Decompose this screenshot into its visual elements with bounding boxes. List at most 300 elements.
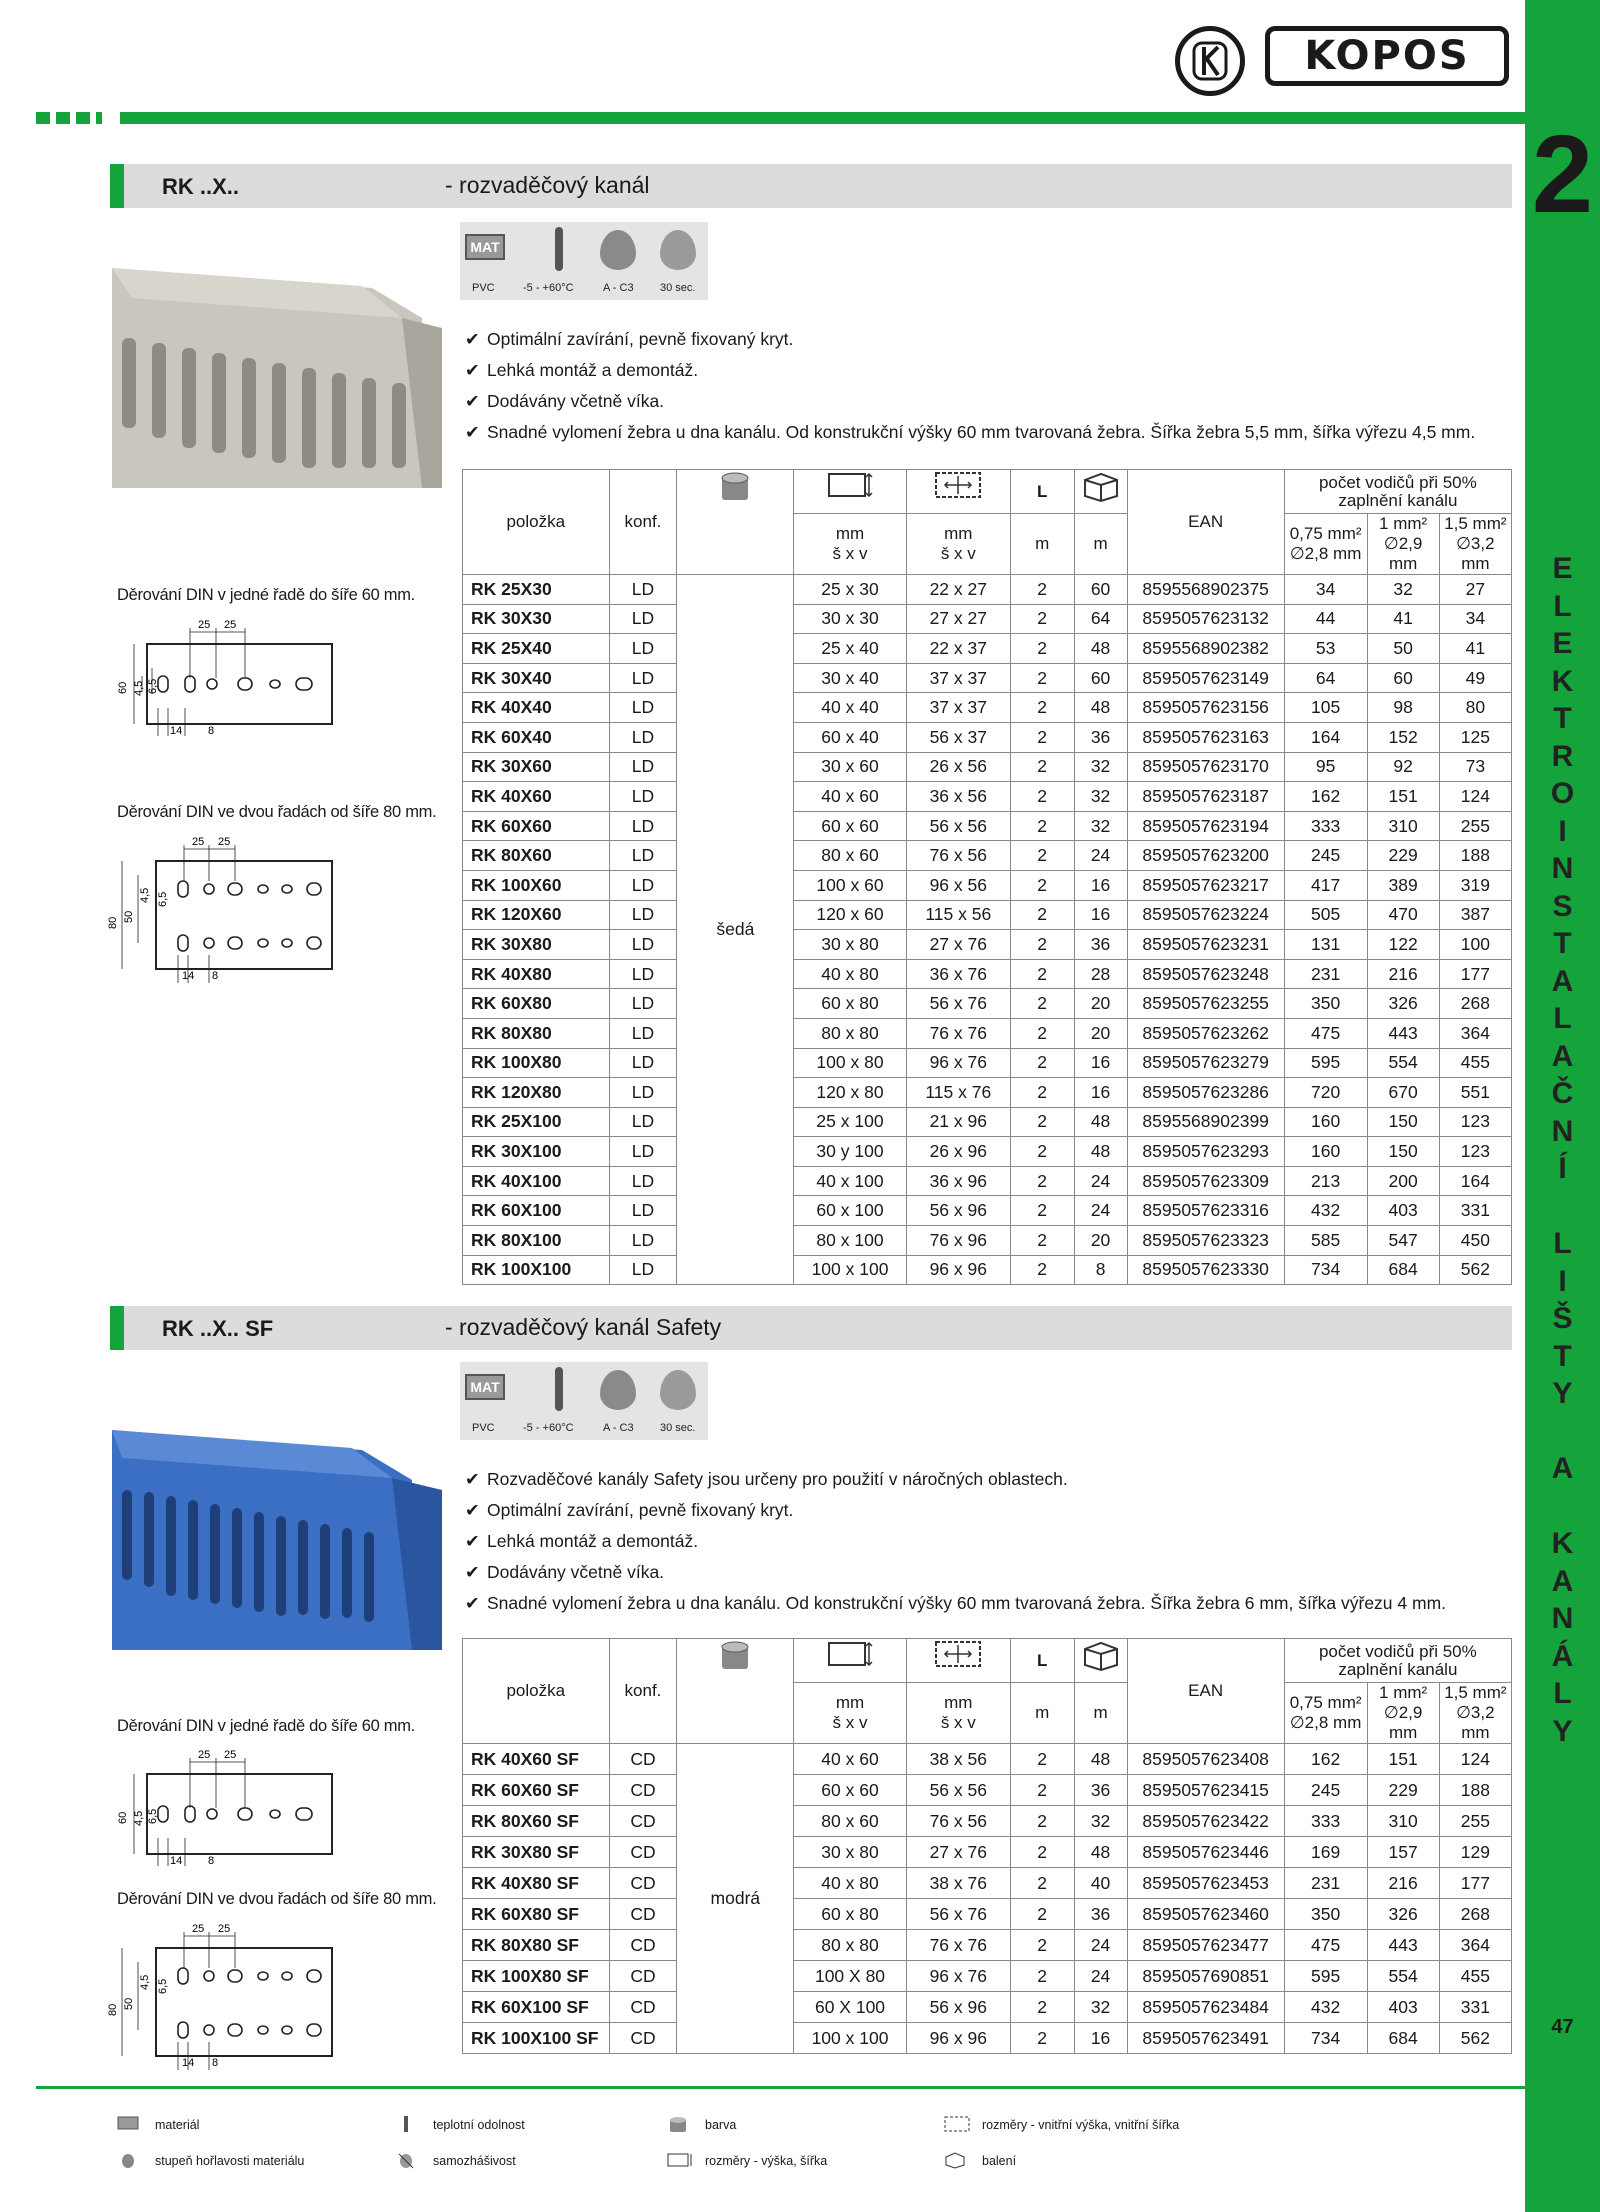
picto-label: PVC xyxy=(472,282,495,294)
table-cell: 8595057623408 xyxy=(1127,1744,1284,1775)
table-cell: 213 xyxy=(1284,1166,1367,1196)
table-cell: 40 x 60 xyxy=(794,1744,907,1775)
col-header-ean: EAN xyxy=(1127,1639,1284,1744)
self-extinguish-icon xyxy=(660,1370,696,1410)
table-cell: 32 xyxy=(1074,1806,1127,1837)
colour-icon xyxy=(677,1639,794,1744)
table-row xyxy=(463,1107,1512,1137)
table-cell: 64 xyxy=(1074,604,1127,634)
product-code: RK 100X100 xyxy=(463,1255,610,1285)
table-row xyxy=(463,811,1512,841)
table-cell: 41 xyxy=(1439,634,1511,664)
table-cell: 131 xyxy=(1284,930,1367,960)
product-code: RK 30X80 xyxy=(463,930,610,960)
table-cell: 2 xyxy=(1010,722,1074,752)
table-cell: 350 xyxy=(1284,1899,1367,1930)
product-code: RK 40X60 SF xyxy=(463,1744,610,1775)
table-cell: 2 xyxy=(1010,634,1074,664)
dimension-label: 25 xyxy=(224,1749,237,1761)
thermometer-icon xyxy=(395,2116,417,2132)
table-cell: 2 xyxy=(1010,2023,1074,2054)
table-cell: 30 x 30 xyxy=(794,604,907,634)
picto-label: A - C3 xyxy=(603,282,634,294)
table-cell: 115 x 76 xyxy=(906,1078,1010,1108)
product-code: RK 30X60 xyxy=(463,752,610,782)
table-cell: 268 xyxy=(1439,989,1511,1019)
grey-channel-image xyxy=(112,268,444,488)
picto-label: -5 - +60°C xyxy=(523,282,574,294)
table-row xyxy=(463,1137,1512,1167)
product-code: RK 120X60 xyxy=(463,900,610,930)
table-cell: 30 x 80 xyxy=(794,930,907,960)
vertical-letter: R xyxy=(1551,739,1574,773)
vertical-letter: Š xyxy=(1552,1302,1573,1335)
table-cell: 98 xyxy=(1367,693,1439,723)
section-description: - rozvaděčový kanál Safety xyxy=(445,1314,722,1340)
table-cell: 8595057690851 xyxy=(1127,1961,1284,1992)
table-cell: 2 xyxy=(1010,1048,1074,1078)
table-cell: 38 x 76 xyxy=(906,1868,1010,1899)
conf-cell: LD xyxy=(609,1078,677,1108)
table-cell: 2 xyxy=(1010,841,1074,871)
mat-icon: MAT xyxy=(465,234,505,260)
picto-label: -5 - +60°C xyxy=(523,1422,574,1434)
table-cell: 96 x 76 xyxy=(906,1048,1010,1078)
table-cell: 162 xyxy=(1284,1744,1367,1775)
dimension-label: 25 xyxy=(224,619,237,631)
dimension-label: 4,5 xyxy=(139,1974,151,1990)
header-green-line xyxy=(120,112,1525,124)
dimension-label: 50 xyxy=(123,1997,135,2010)
table-row xyxy=(463,1899,1512,1930)
table-cell: 8595057623460 xyxy=(1127,1899,1284,1930)
table-cell: 48 xyxy=(1074,1837,1127,1868)
vertical-letter: Á xyxy=(1551,1639,1574,1673)
dimension-label: 14 xyxy=(182,970,195,982)
conf-cell: LD xyxy=(609,575,677,605)
table-cell: 8595057623309 xyxy=(1127,1166,1284,1196)
table-cell: 32 xyxy=(1074,752,1127,782)
table-cell: 16 xyxy=(1074,1078,1127,1108)
table-cell: 80 x 60 xyxy=(794,1806,907,1837)
table-cell: 16 xyxy=(1074,900,1127,930)
vertical-letter: L xyxy=(1553,1002,1572,1035)
vertical-letter xyxy=(1525,1413,1600,1451)
table-cell: 30 x 80 xyxy=(794,1837,907,1868)
product-code: RK 60X100 SF xyxy=(463,1992,610,2023)
product-code: RK 120X80 xyxy=(463,1078,610,1108)
unit-cell: m xyxy=(1074,514,1127,575)
table-cell: 27 x 76 xyxy=(906,1837,1010,1868)
legend-text: balení xyxy=(982,2154,1017,2168)
table-cell: 36 x 76 xyxy=(906,959,1010,989)
table-row xyxy=(463,1166,1512,1196)
table-cell: 123 xyxy=(1439,1137,1511,1167)
table-cell: 53 xyxy=(1284,634,1367,664)
dimension-label: 25 xyxy=(218,836,231,848)
product-code: RK 60X40 xyxy=(463,722,610,752)
table-cell: 8595057623491 xyxy=(1127,2023,1284,2054)
table-cell: 8595057623316 xyxy=(1127,1196,1284,1226)
table-cell: 20 xyxy=(1074,1226,1127,1256)
table-cell: 231 xyxy=(1284,1868,1367,1899)
col-header-item: položka xyxy=(463,1639,610,1744)
table-cell: 720 xyxy=(1284,1078,1367,1108)
table-row xyxy=(463,841,1512,871)
unit-cell: mm š x v xyxy=(794,514,907,575)
col-header-wire-count: počet vodičů při 50% zaplnění kanálu xyxy=(1284,1639,1511,1683)
table-cell: 152 xyxy=(1367,722,1439,752)
table-cell: 80 x 80 xyxy=(794,1018,907,1048)
vertical-letter xyxy=(1525,1488,1600,1526)
table-cell: 36 x 96 xyxy=(906,1166,1010,1196)
table-cell: 734 xyxy=(1284,1255,1367,1285)
table-cell: 169 xyxy=(1284,1837,1367,1868)
conf-cell: CD xyxy=(609,1992,677,2023)
conf-cell: LD xyxy=(609,841,677,871)
table-cell: 30 y 100 xyxy=(794,1137,907,1167)
dimension-label: 50 xyxy=(123,910,135,923)
table-row xyxy=(463,1775,1512,1806)
table-cell: 96 x 96 xyxy=(906,2023,1010,2054)
table-cell: 2 xyxy=(1010,782,1074,812)
table-cell: 124 xyxy=(1439,782,1511,812)
table-cell: 16 xyxy=(1074,2023,1127,2054)
product-code: RK 25X100 xyxy=(463,1107,610,1137)
table-cell: 115 x 56 xyxy=(906,900,1010,930)
colour-cell: šedá xyxy=(677,575,794,1285)
table-row xyxy=(463,1806,1512,1837)
table-row xyxy=(463,1961,1512,1992)
table-cell: 734 xyxy=(1284,2023,1367,2054)
legend-text: rozměry - výška, šířka xyxy=(705,2154,828,2168)
table-row xyxy=(463,930,1512,960)
table-cell: 403 xyxy=(1367,1992,1439,2023)
vertical-letter: I xyxy=(1558,814,1567,848)
table-row xyxy=(463,1930,1512,1961)
table-cell: 2 xyxy=(1010,1107,1074,1137)
table-cell: 60 x 40 xyxy=(794,722,907,752)
package-icon xyxy=(1074,1639,1127,1683)
table-cell: 40 xyxy=(1074,1868,1127,1899)
vertical-letter: K xyxy=(1551,664,1574,698)
table-cell: 8595057623194 xyxy=(1127,811,1284,841)
table-cell: 8595057623231 xyxy=(1127,930,1284,960)
table-cell: 60 xyxy=(1074,575,1127,605)
table-cell: 387 xyxy=(1439,900,1511,930)
legend-text: teplotní odolnost xyxy=(433,2118,525,2132)
table-cell: 585 xyxy=(1284,1226,1367,1256)
table-cell: 76 x 56 xyxy=(906,841,1010,871)
product-code: RK 100X80 xyxy=(463,1048,610,1078)
conf-cell: LD xyxy=(609,693,677,723)
table-cell: 150 xyxy=(1367,1137,1439,1167)
dimension-label: 8 xyxy=(208,1855,215,1867)
table-cell: 20 xyxy=(1074,1018,1127,1048)
table-cell: 25 x 40 xyxy=(794,634,907,664)
table-cell: 34 xyxy=(1284,575,1367,605)
self-extinguish-icon xyxy=(395,2152,417,2168)
list-item: ✔ Dodávány včetně víka. xyxy=(465,391,665,411)
table-cell: 8595057623330 xyxy=(1127,1255,1284,1285)
table-row xyxy=(463,1078,1512,1108)
table-cell: 80 x 60 xyxy=(794,841,907,871)
table-cell: 2 xyxy=(1010,1078,1074,1108)
table-cell: 48 xyxy=(1074,693,1127,723)
dimension-label: 4,5 xyxy=(139,887,151,903)
conf-cell: LD xyxy=(609,752,677,782)
product-code: RK 100X60 xyxy=(463,870,610,900)
table-cell: 684 xyxy=(1367,2023,1439,2054)
dimension-label: 14 xyxy=(182,2057,195,2069)
table-cell: 2 xyxy=(1010,811,1074,841)
conf-cell: CD xyxy=(609,1930,677,1961)
table-cell: 26 x 96 xyxy=(906,1137,1010,1167)
table-cell: 2 xyxy=(1010,663,1074,693)
table-cell: 80 x 80 xyxy=(794,1930,907,1961)
table-cell: 670 xyxy=(1367,1078,1439,1108)
table-cell: 100 X 80 xyxy=(794,1961,907,1992)
table-cell: 32 xyxy=(1074,1992,1127,2023)
conf-cell: LD xyxy=(609,870,677,900)
footer-green-line xyxy=(36,2086,1525,2089)
table-row xyxy=(463,1048,1512,1078)
unit-cell: mm š x v xyxy=(794,1683,907,1744)
conf-cell: LD xyxy=(609,634,677,664)
conf-cell: LD xyxy=(609,1255,677,1285)
vertical-letter: Y xyxy=(1552,1714,1573,1748)
table-cell: 76 x 76 xyxy=(906,1018,1010,1048)
conf-cell: LD xyxy=(609,930,677,960)
conf-cell: LD xyxy=(609,1166,677,1196)
product-code: RK 30X80 SF xyxy=(463,1837,610,1868)
picto-label: PVC xyxy=(472,1422,495,1434)
dimension-label: 6,5 xyxy=(157,891,169,907)
table-cell: 319 xyxy=(1439,870,1511,900)
table-cell: 2 xyxy=(1010,1806,1074,1837)
conf-cell: CD xyxy=(609,1961,677,1992)
table-cell: 40 x 60 xyxy=(794,782,907,812)
table-cell: 164 xyxy=(1439,1166,1511,1196)
vertical-letter: T xyxy=(1553,702,1572,735)
vertical-letter: A xyxy=(1551,1039,1574,1073)
table-cell: 100 x 80 xyxy=(794,1048,907,1078)
conf-cell: LD xyxy=(609,1196,677,1226)
table-cell: 40 x 40 xyxy=(794,693,907,723)
product-code: RK 60X80 SF xyxy=(463,1899,610,1930)
vertical-letter: T xyxy=(1553,927,1572,960)
table-cell: 96 x 96 xyxy=(906,1255,1010,1285)
table-cell: 151 xyxy=(1367,1744,1439,1775)
table-cell: 2 xyxy=(1010,900,1074,930)
table-row xyxy=(463,1992,1512,2023)
table-cell: 310 xyxy=(1367,811,1439,841)
table-cell: 56 x 56 xyxy=(906,811,1010,841)
conf-cell: LD xyxy=(609,811,677,841)
product-code: RK 40X80 xyxy=(463,959,610,989)
dimension-label: 4,5 xyxy=(133,1810,145,1826)
conf-cell: CD xyxy=(609,1744,677,1775)
product-code: RK 40X100 xyxy=(463,1166,610,1196)
col-header-length: L xyxy=(1010,1639,1074,1683)
table-cell: 350 xyxy=(1284,989,1367,1019)
table-cell: 684 xyxy=(1367,1255,1439,1285)
table-cell: 333 xyxy=(1284,1806,1367,1837)
product-code: RK 80X100 xyxy=(463,1226,610,1256)
table-cell: 2 xyxy=(1010,1837,1074,1868)
vertical-letter: E xyxy=(1552,552,1573,585)
table-cell: 231 xyxy=(1284,959,1367,989)
table-cell: 8595057623255 xyxy=(1127,989,1284,1019)
table-cell: 177 xyxy=(1439,959,1511,989)
conf-cell: CD xyxy=(609,1899,677,1930)
dimension-label: 8 xyxy=(212,970,219,982)
conf-cell: CD xyxy=(609,1806,677,1837)
unit-cell: 1 mm² ∅2,9 mm xyxy=(1367,1683,1439,1744)
table-cell: 505 xyxy=(1284,900,1367,930)
table-cell: 16 xyxy=(1074,1048,1127,1078)
vertical-letter: I xyxy=(1558,1264,1567,1298)
table-cell: 2 xyxy=(1010,604,1074,634)
vertical-letter: N xyxy=(1551,852,1574,885)
table-cell: 32 xyxy=(1074,782,1127,812)
table-cell: 25 x 100 xyxy=(794,1107,907,1137)
table-cell: 455 xyxy=(1439,1048,1511,1078)
table-cell: 125 xyxy=(1439,722,1511,752)
table-row xyxy=(463,1868,1512,1899)
section-code: RK ..X.. xyxy=(162,174,240,199)
product-code: RK 60X100 xyxy=(463,1196,610,1226)
feature-list xyxy=(465,1464,1446,1619)
din-single-row-drawing xyxy=(112,1748,342,1878)
table-cell: 200 xyxy=(1367,1166,1439,1196)
table-row xyxy=(463,693,1512,723)
din-double-row-drawing xyxy=(107,835,342,995)
table-cell: 44 xyxy=(1284,604,1367,634)
vertical-letter: L xyxy=(1553,589,1572,623)
table-cell: 100 x 100 xyxy=(794,1255,907,1285)
vertical-letter: A xyxy=(1551,1452,1574,1485)
table-cell: 8595057623446 xyxy=(1127,1837,1284,1868)
dimension-label: 25 xyxy=(218,1923,231,1935)
table-cell: 26 x 56 xyxy=(906,752,1010,782)
table-cell: 30 x 40 xyxy=(794,663,907,693)
table-cell: 56 x 37 xyxy=(906,722,1010,752)
table-row xyxy=(463,959,1512,989)
table-cell: 554 xyxy=(1367,1048,1439,1078)
table-cell: 122 xyxy=(1367,930,1439,960)
table-cell: 34 xyxy=(1439,604,1511,634)
conf-cell: LD xyxy=(609,1137,677,1167)
table-cell: 60 x 60 xyxy=(794,811,907,841)
header-square xyxy=(36,112,50,124)
table-cell: 255 xyxy=(1439,811,1511,841)
table-cell: 124 xyxy=(1439,1744,1511,1775)
table-cell: 432 xyxy=(1284,1992,1367,2023)
table-cell: 432 xyxy=(1284,1196,1367,1226)
list-item: ✔ Snadné vylomení žebra u dna kanálu. Od konstrukční výšky 60 mm tvarovaná žebra. Šířka žebra 6 mm, šířka výřezu 4 mm. xyxy=(465,1593,1447,1613)
conf-cell: LD xyxy=(609,722,677,752)
colour-icon xyxy=(677,470,794,575)
chapter-vertical-title xyxy=(1525,550,1600,1750)
picto-label: 30 sec. xyxy=(660,1422,696,1434)
dimensions-icon xyxy=(794,1639,907,1683)
unit-cell: 1 mm² ∅2,9 mm xyxy=(1367,514,1439,575)
table-cell: 8 xyxy=(1074,1255,1127,1285)
table-cell: 48 xyxy=(1074,1107,1127,1137)
table-cell: 8595057623132 xyxy=(1127,604,1284,634)
table-cell: 56 x 76 xyxy=(906,989,1010,1019)
table-row xyxy=(463,752,1512,782)
conf-cell: LD xyxy=(609,663,677,693)
table-cell: 24 xyxy=(1074,1961,1127,1992)
chapter-number: 2 xyxy=(1531,113,1594,236)
package-icon xyxy=(1074,470,1127,514)
table-cell: 2 xyxy=(1010,1255,1074,1285)
table-cell: 22 x 27 xyxy=(906,575,1010,605)
product-code: RK 100X80 SF xyxy=(463,1961,610,1992)
dimension-label: 60 xyxy=(117,1811,129,1824)
table-cell: 331 xyxy=(1439,1196,1511,1226)
flame-icon xyxy=(600,230,636,270)
product-code: RK 80X80 xyxy=(463,1018,610,1048)
table-row xyxy=(463,722,1512,752)
self-extinguish-icon xyxy=(660,230,696,270)
inner-dimensions-icon xyxy=(944,2116,966,2132)
table-cell: 21 x 96 xyxy=(906,1107,1010,1137)
table-cell: 22 x 37 xyxy=(906,634,1010,664)
table-cell: 2 xyxy=(1010,1899,1074,1930)
table-cell: 56 x 96 xyxy=(906,1992,1010,2023)
table-cell: 157 xyxy=(1367,1837,1439,1868)
product-code: RK 60X60 xyxy=(463,811,610,841)
table-row xyxy=(463,900,1512,930)
table-cell: 92 xyxy=(1367,752,1439,782)
table-cell: 2 xyxy=(1010,1226,1074,1256)
dimension-label: 6,5 xyxy=(147,1808,159,1824)
table-cell: 60 x 80 xyxy=(794,1899,907,1930)
table-cell: 24 xyxy=(1074,1166,1127,1196)
dimension-label: 6,5 xyxy=(147,678,159,694)
list-item: ✔ Optimální zavírání, pevně fixovaný kryt. xyxy=(465,329,794,349)
table-cell: 8595057623217 xyxy=(1127,870,1284,900)
table-cell: 2 xyxy=(1010,1137,1074,1167)
product-code: RK 60X80 xyxy=(463,989,610,1019)
table-cell: 64 xyxy=(1284,663,1367,693)
col-header-ean: EAN xyxy=(1127,470,1284,575)
table-cell: 100 x 60 xyxy=(794,870,907,900)
table-cell: 80 xyxy=(1439,693,1511,723)
conf-cell: LD xyxy=(609,959,677,989)
section-heading-bar xyxy=(110,164,1512,208)
table-cell: 8595057623149 xyxy=(1127,663,1284,693)
table-row xyxy=(463,1837,1512,1868)
col-header-item: položka xyxy=(463,470,610,575)
conf-cell: LD xyxy=(609,604,677,634)
section-heading-bar xyxy=(110,1306,1512,1350)
table-cell: 60 xyxy=(1367,663,1439,693)
table-cell: 2 xyxy=(1010,1775,1074,1806)
dimension-label: 6,5 xyxy=(157,1978,169,1994)
table-cell: 2 xyxy=(1010,930,1074,960)
table-cell: 48 xyxy=(1074,1744,1127,1775)
header-square xyxy=(96,112,102,124)
table-cell: 28 xyxy=(1074,959,1127,989)
dimensions-icon xyxy=(667,2152,689,2168)
dimension-label: 14 xyxy=(170,725,183,737)
table-row xyxy=(463,2023,1512,2054)
product-code: RK 100X100 SF xyxy=(463,2023,610,2054)
